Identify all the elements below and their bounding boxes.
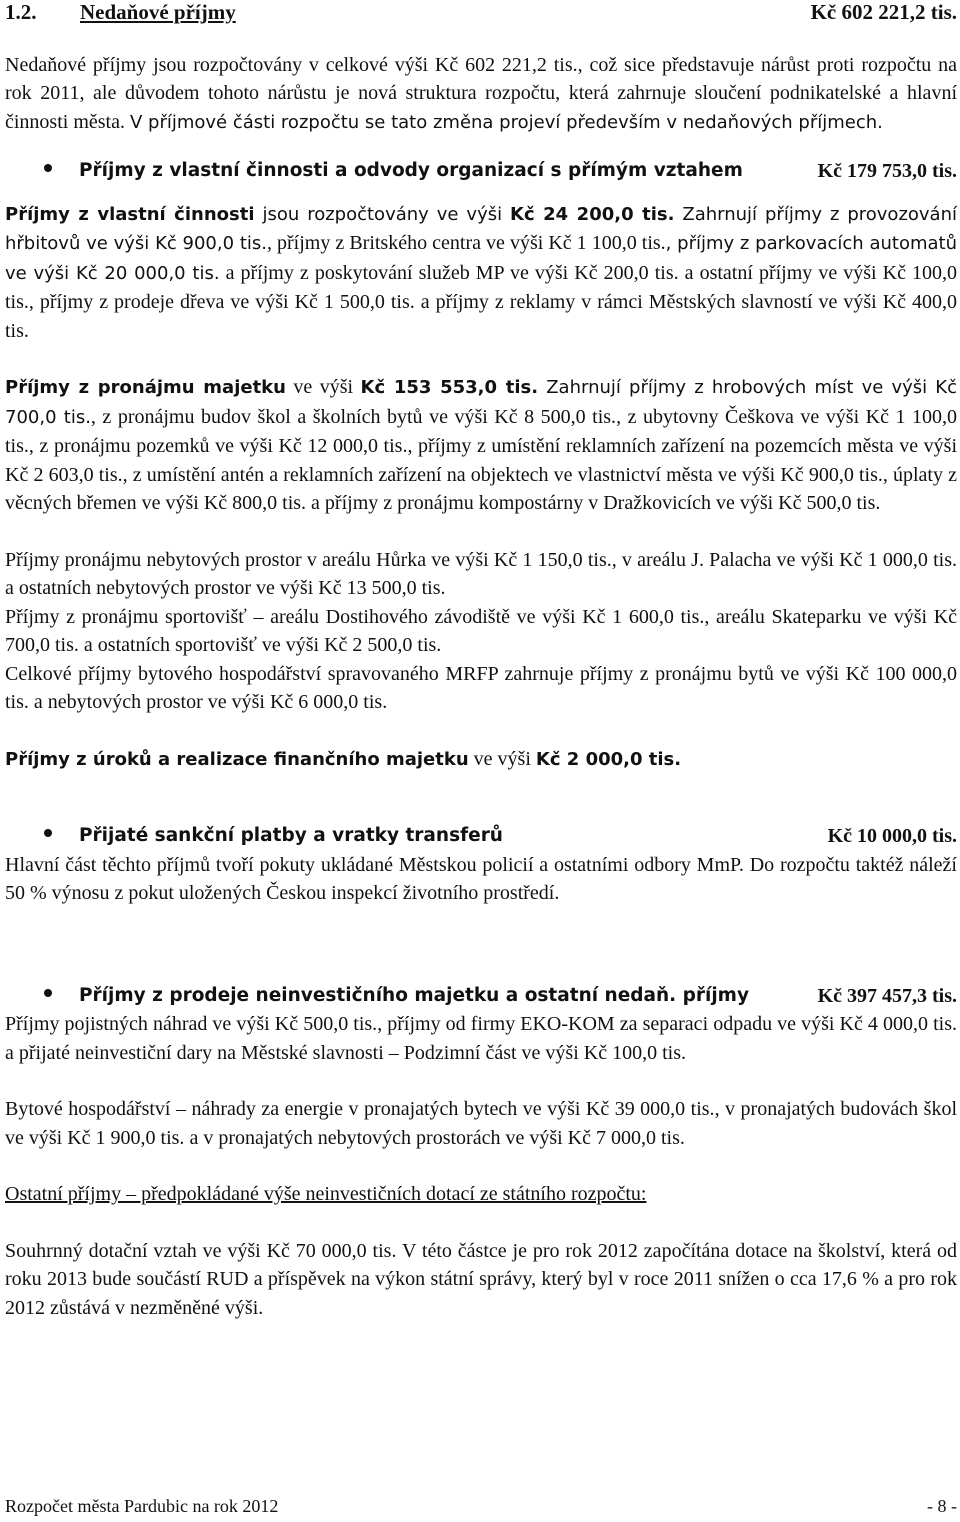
bullet-title: Přijaté sankční platby a vratky transferů (79, 825, 503, 846)
paragraph-pojistne: Příjmy pojistných náhrad ve výši Kč 500,0 tis., příjmy od firmy EKO-KOM za separaci odpadu ve výši Kč 4 000,0 tis. a přijaté neinvestiční dary na Městské slavnosti – Podzimní část ve výši Kč 100,0 tis. (5, 1013, 957, 1064)
paragraph-bytove-mrfp: Celkové příjmy bytového hospodářství spravovaného MRFP zahrnuje příjmy z pronájmu bytů ve výši Kč 100 000,0 tis. a nebytových prostor ve výši Kč 6 000,0 tis. (5, 662, 957, 713)
bullet-vlastni-cinnost (5, 157, 957, 186)
section-number: 1.2. (5, 0, 37, 24)
paragraph-uroky: Příjmy z úroků a realizace finančního majetku ve výši Kč 2 000,0 tis. (5, 747, 682, 770)
document-page (5, 0, 957, 1322)
paragraph-sankce: Hlavní část těchto příjmů tvoří pokuty ukládané Městskou policií a ostatními odbory MmP. Do rozpočtu taktéž náleží 50 % výnosu z pokut uložených Českou inspekcí životního prostředí. (5, 853, 957, 904)
paragraph-pronajem-majetku: Příjmy z pronájmu majetku ve výši Kč 153 553,0 tis. Zahrnují příjmy z hrobových míst ve výši Kč 700,0 tis., z pronájmu budov škol a školních bytů ve výši Kč 8 500,0 tis., z ubytovny Češkova ve výši Kč 1 100,0 tis., z pronájmu pozemků ve výši Kč 12 000,0 tis., příjmy z umístění reklamních zařízení na pozemcích města ve výši Kč 2 603,0 tis., z umístění antén a reklamních zařízení na objektech ve vlastnictví města ve výši Kč 900,0 tis., úplaty z věcných břemen ve výši Kč 800,0 tis. a příjmy z pronájmu kompostárny v Dražkovicích ve výši Kč 500,0 tis. (5, 376, 958, 514)
page-footer (5, 1496, 957, 1517)
paragraph-sportoviste: Příjmy z pronájmu sportovišť – areálu Dostihového závodiště ve výši Kč 1 600,0 tis., areálu Skateparku ve výši Kč 700,0 tis. a ostatních sportovišť ve výši Kč 2 500,0 tis. (5, 605, 958, 656)
intro-paragraph: Nedaňové příjmy jsou rozpočtovány v celkové výši Kč 602 221,2 tis., což sice představuje nárůst proti rozpočtu na rok 2011, ale důvodem tohoto nárůstu je nová struktura rozpočtu, která zahrnuje sloučení podnikatelské a hlavní činnosti města. V příjmové části rozpočtu se tato změna projeví především v nedaňových příjmech. (5, 53, 957, 133)
underlined-heading-dotace: Ostatní příjmy – předpokládané výše neinvestičních dotací ze státního rozpočtu: (5, 1183, 647, 1205)
section-title: Nedaňové příjmy (80, 0, 236, 24)
page-number: - 8 - (927, 1496, 957, 1516)
bullet-amount: Kč 397 457,3 tis. (817, 984, 957, 1007)
bullet-title: Příjmy z prodeje neinvestičního majetku a ostatní nedaň. příjmy (79, 984, 750, 1006)
paragraph-bytove-nahrady: Bytové hospodářství – náhrady za energie v pronajatých bytech ve výši Kč 39 000,0 tis., v pronajatých budovách škol ve výši Kč 1 900,0 tis. a v pronajatých nebytových prostorách ve výši Kč 7 000,0 tis. (5, 1098, 957, 1149)
paragraph-nebytove-prostory: Příjmy pronájmu nebytových prostor v areálu Hůrka ve výši Kč 1 150,0 tis., v areálu J. Palacha ve výši Kč 1 000,0 tis. a ostatních nebytových prostor ve výši Kč 13 500,0 tis. (5, 548, 957, 599)
paragraph-vlastni-cinnost: Příjmy z vlastní činnosti jsou rozpočtovány ve výši Kč 24 200,0 tis. Zahrnují příjmy z provozování hřbitovů ve výši Kč 900,0 tis., příjmy z Britského centra ve výši Kč 1 100,0 tis., příjmy z parkovacích automatů ve výši Kč 20 000,0 tis. a příjmy z poskytování služeb MP ve výši Kč 200,0 tis. a ostatní příjmy ve výši Kč 100,0 tis., příjmy z prodeje dřeva ve výši Kč 1 500,0 tis. a příjmy z reklamy v rámci Městských slavností ve výši Kč 400,0 tis. (5, 203, 958, 342)
paragraph-dotace: Souhrnný dotační vztah ve výši Kč 70 000,0 tis. V této částce je pro rok 2012 započítána dotace na školství, která od roku 2013 bude součástí RUD a příspěvek na výkon státní správy, který byl v roce 2011 snížen o cca 17,6 % a pro rok 2012 zůstává v nezměněné výši. (5, 1239, 957, 1319)
bullet-amount: Kč 179 753,0 tis. (817, 160, 957, 182)
section-amount: Kč 602 221,2 tis. (810, 0, 957, 24)
section-heading (5, 0, 957, 27)
bullet-title: Příjmy z vlastní činnosti a odvody organizací s přímým vztahem (79, 160, 743, 181)
bullet-amount: Kč 10 000,0 tis. (827, 825, 957, 847)
footer-title: Rozpočet města Pardubic na rok 2012 (5, 1496, 279, 1516)
bullet-prodej-majetku (5, 982, 957, 1011)
bullet-sankcni-platby (5, 822, 957, 851)
